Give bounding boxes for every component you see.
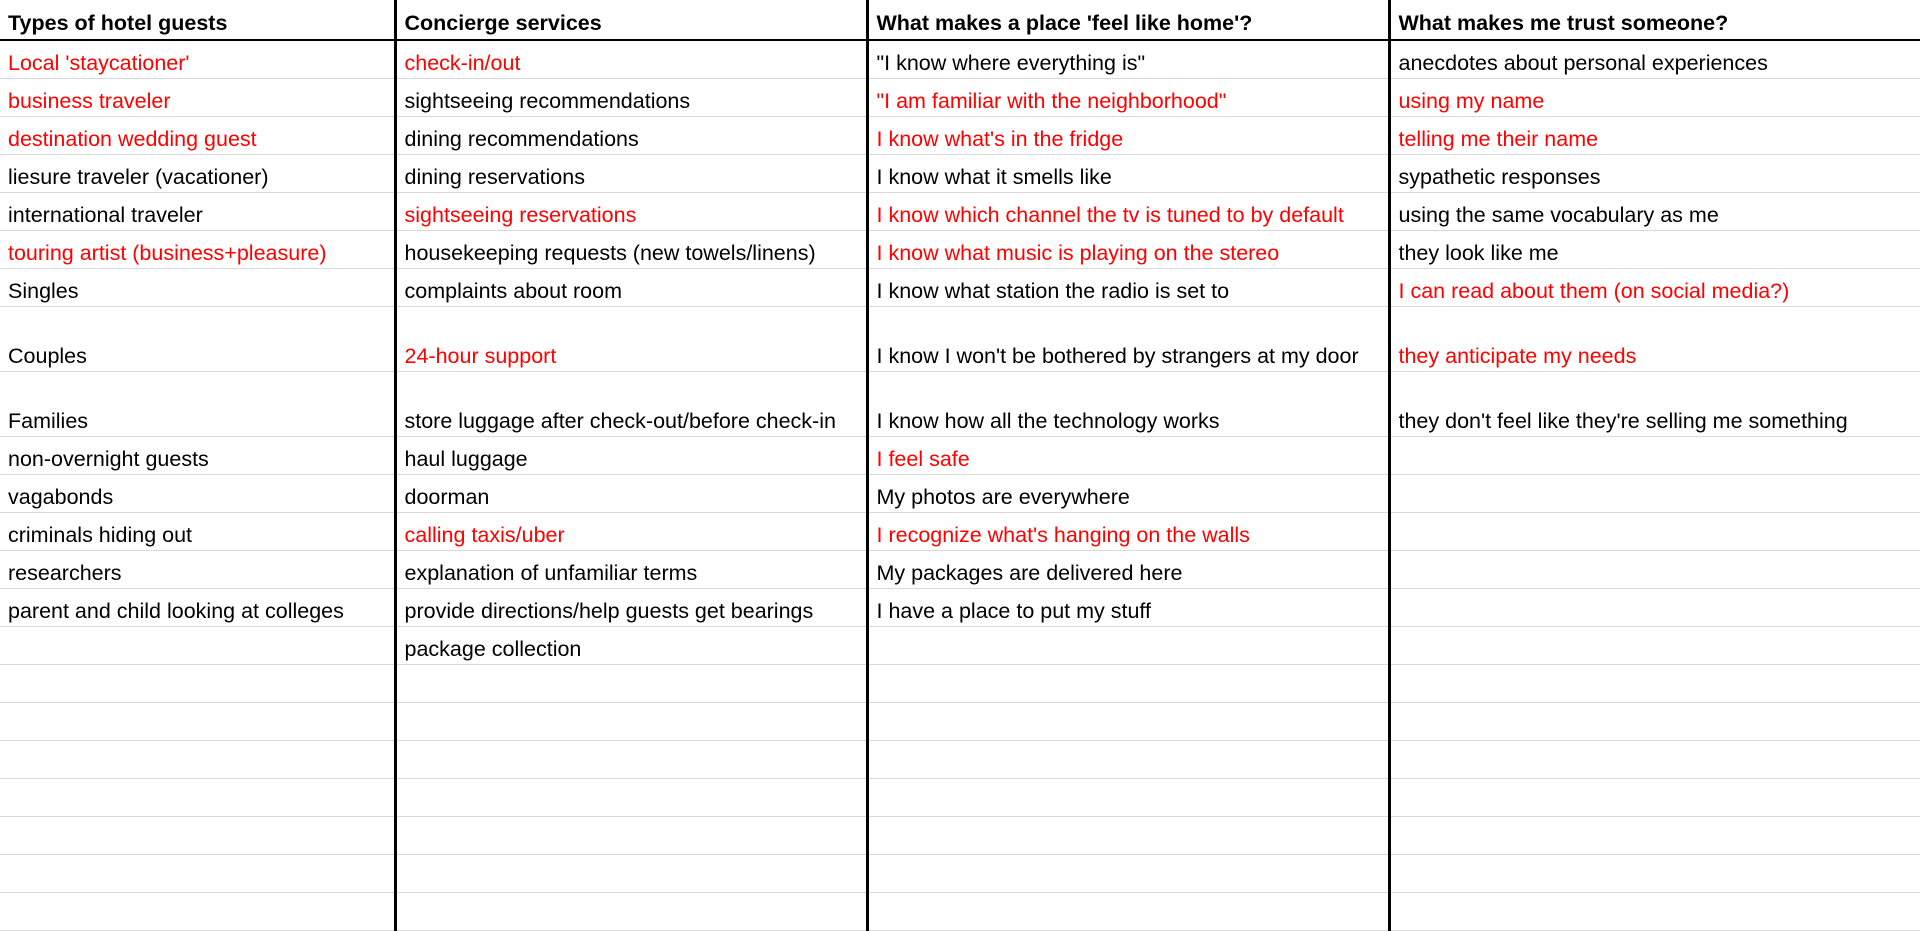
header-row xyxy=(0,0,1920,40)
cell-guest-type[interactable] xyxy=(0,855,395,893)
cell-trust-factor[interactable]: sypathetic responses xyxy=(1389,155,1920,193)
cell-trust-factor[interactable] xyxy=(1389,665,1920,703)
table-row xyxy=(0,231,1920,269)
cell-concierge-service[interactable]: dining reservations xyxy=(395,155,867,193)
cell-trust-factor[interactable] xyxy=(1389,741,1920,779)
cell-trust-factor[interactable] xyxy=(1389,703,1920,741)
table-row xyxy=(0,551,1920,589)
cell-guest-type[interactable]: Local 'staycationer' xyxy=(0,40,395,79)
cell-trust-factor[interactable] xyxy=(1389,589,1920,627)
table-row xyxy=(0,475,1920,513)
table-row xyxy=(0,155,1920,193)
cell-home-feeling[interactable] xyxy=(867,817,1389,855)
cell-guest-type[interactable] xyxy=(0,665,395,703)
cell-home-feeling[interactable]: I know what it smells like xyxy=(867,155,1389,193)
cell-concierge-service[interactable]: store luggage after check-out/before check-in xyxy=(395,372,867,437)
table-row xyxy=(0,893,1920,931)
cell-trust-factor[interactable] xyxy=(1389,893,1920,931)
cell-concierge-service[interactable] xyxy=(395,779,867,817)
cell-guest-type[interactable]: business traveler xyxy=(0,79,395,117)
cell-concierge-service[interactable]: check-in/out xyxy=(395,40,867,79)
cell-home-feeling[interactable]: I know I won't be bothered by strangers at my door xyxy=(867,307,1389,372)
cell-concierge-service[interactable]: 24-hour support xyxy=(395,307,867,372)
table-row xyxy=(0,40,1920,79)
cell-concierge-service[interactable] xyxy=(395,855,867,893)
cell-trust-factor[interactable] xyxy=(1389,855,1920,893)
cell-home-feeling[interactable] xyxy=(867,779,1389,817)
cell-home-feeling[interactable]: I know what's in the fridge xyxy=(867,117,1389,155)
cell-guest-type[interactable]: criminals hiding out xyxy=(0,513,395,551)
cell-guest-type[interactable]: touring artist (business+pleasure) xyxy=(0,231,395,269)
cell-home-feeling[interactable] xyxy=(867,855,1389,893)
table-row xyxy=(0,437,1920,475)
cell-home-feeling[interactable]: I know what station the radio is set to xyxy=(867,269,1389,307)
cell-home-feeling[interactable]: "I am familiar with the neighborhood" xyxy=(867,79,1389,117)
cell-concierge-service[interactable]: provide directions/help guests get bearings xyxy=(395,589,867,627)
cell-guest-type[interactable] xyxy=(0,779,395,817)
table-row xyxy=(0,79,1920,117)
cell-home-feeling[interactable]: I have a place to put my stuff xyxy=(867,589,1389,627)
cell-guest-type[interactable]: Couples xyxy=(0,307,395,372)
cell-guest-type[interactable] xyxy=(0,893,395,931)
cell-guest-type[interactable]: liesure traveler (vacationer) xyxy=(0,155,395,193)
table-row xyxy=(0,307,1920,372)
cell-concierge-service[interactable]: sightseeing reservations xyxy=(395,193,867,231)
table-row xyxy=(0,779,1920,817)
cell-home-feeling[interactable]: My photos are everywhere xyxy=(867,475,1389,513)
cell-trust-factor[interactable] xyxy=(1389,551,1920,589)
cell-home-feeling[interactable] xyxy=(867,627,1389,665)
cell-guest-type[interactable]: Singles xyxy=(0,269,395,307)
table-row xyxy=(0,372,1920,437)
table-row xyxy=(0,589,1920,627)
cell-concierge-service[interactable] xyxy=(395,665,867,703)
cell-concierge-service[interactable]: dining recommendations xyxy=(395,117,867,155)
header-cell-guest-types[interactable]: Types of hotel guests xyxy=(0,0,395,40)
cell-home-feeling[interactable] xyxy=(867,893,1389,931)
table-row xyxy=(0,269,1920,307)
cell-trust-factor[interactable]: anecdotes about personal experiences xyxy=(1389,40,1920,79)
cell-guest-type[interactable]: international traveler xyxy=(0,193,395,231)
cell-concierge-service[interactable]: calling taxis/uber xyxy=(395,513,867,551)
cell-trust-factor[interactable]: I can read about them (on social media?) xyxy=(1389,269,1920,307)
cell-trust-factor[interactable] xyxy=(1389,437,1920,475)
cell-concierge-service[interactable] xyxy=(395,741,867,779)
table-row xyxy=(0,513,1920,551)
cell-trust-factor[interactable]: they look like me xyxy=(1389,231,1920,269)
cell-guest-type[interactable]: destination wedding guest xyxy=(0,117,395,155)
cell-trust-factor[interactable] xyxy=(1389,817,1920,855)
cell-home-feeling[interactable]: I know which channel the tv is tuned to by default xyxy=(867,193,1389,231)
cell-home-feeling[interactable]: I recognize what's hanging on the walls xyxy=(867,513,1389,551)
cell-trust-factor[interactable]: they anticipate my needs xyxy=(1389,307,1920,372)
cell-home-feeling[interactable] xyxy=(867,741,1389,779)
cell-concierge-service[interactable]: doorman xyxy=(395,475,867,513)
cell-concierge-service[interactable]: package collection xyxy=(395,627,867,665)
cell-concierge-service[interactable]: explanation of unfamiliar terms xyxy=(395,551,867,589)
cell-trust-factor[interactable]: using my name xyxy=(1389,79,1920,117)
cell-trust-factor[interactable] xyxy=(1389,779,1920,817)
table-row xyxy=(0,193,1920,231)
cell-trust-factor[interactable] xyxy=(1389,627,1920,665)
table-row xyxy=(0,741,1920,779)
cell-concierge-service[interactable] xyxy=(395,893,867,931)
cell-guest-type[interactable] xyxy=(0,741,395,779)
header-cell-feel-like-home[interactable]: What makes a place 'feel like home'? xyxy=(867,0,1389,40)
cell-trust-factor[interactable] xyxy=(1389,513,1920,551)
cell-trust-factor[interactable] xyxy=(1389,475,1920,513)
cell-guest-type[interactable]: vagabonds xyxy=(0,475,395,513)
header-cell-concierge-services[interactable]: Concierge services xyxy=(395,0,867,40)
cell-guest-type[interactable]: Families xyxy=(0,372,395,437)
cell-concierge-service[interactable] xyxy=(395,817,867,855)
cell-concierge-service[interactable]: complaints about room xyxy=(395,269,867,307)
cell-trust-factor[interactable]: using the same vocabulary as me xyxy=(1389,193,1920,231)
table-row xyxy=(0,855,1920,893)
cell-home-feeling[interactable]: I feel safe xyxy=(867,437,1389,475)
cell-home-feeling[interactable] xyxy=(867,665,1389,703)
cell-home-feeling[interactable]: My packages are delivered here xyxy=(867,551,1389,589)
cell-concierge-service[interactable]: sightseeing recommendations xyxy=(395,79,867,117)
cell-home-feeling[interactable]: I know what music is playing on the stereo xyxy=(867,231,1389,269)
cell-guest-type[interactable] xyxy=(0,627,395,665)
table-row xyxy=(0,817,1920,855)
table-row xyxy=(0,117,1920,155)
header-cell-trust-someone[interactable]: What makes me trust someone? xyxy=(1389,0,1920,40)
table-row xyxy=(0,627,1920,665)
cell-trust-factor[interactable]: telling me their name xyxy=(1389,117,1920,155)
cell-home-feeling[interactable]: I know how all the technology works xyxy=(867,372,1389,437)
cell-home-feeling[interactable] xyxy=(867,703,1389,741)
cell-guest-type[interactable]: non-overnight guests xyxy=(0,437,395,475)
cell-guest-type[interactable]: researchers xyxy=(0,551,395,589)
cell-guest-type[interactable] xyxy=(0,817,395,855)
cell-guest-type[interactable] xyxy=(0,703,395,741)
cell-guest-type[interactable]: parent and child looking at colleges xyxy=(0,589,395,627)
cell-concierge-service[interactable]: haul luggage xyxy=(395,437,867,475)
cell-trust-factor[interactable]: they don't feel like they're selling me something xyxy=(1389,372,1920,437)
table-row xyxy=(0,703,1920,741)
cell-concierge-service[interactable] xyxy=(395,703,867,741)
cell-home-feeling[interactable]: "I know where everything is" xyxy=(867,40,1389,79)
cell-concierge-service[interactable]: housekeeping requests (new towels/linens) xyxy=(395,231,867,269)
table-row xyxy=(0,665,1920,703)
